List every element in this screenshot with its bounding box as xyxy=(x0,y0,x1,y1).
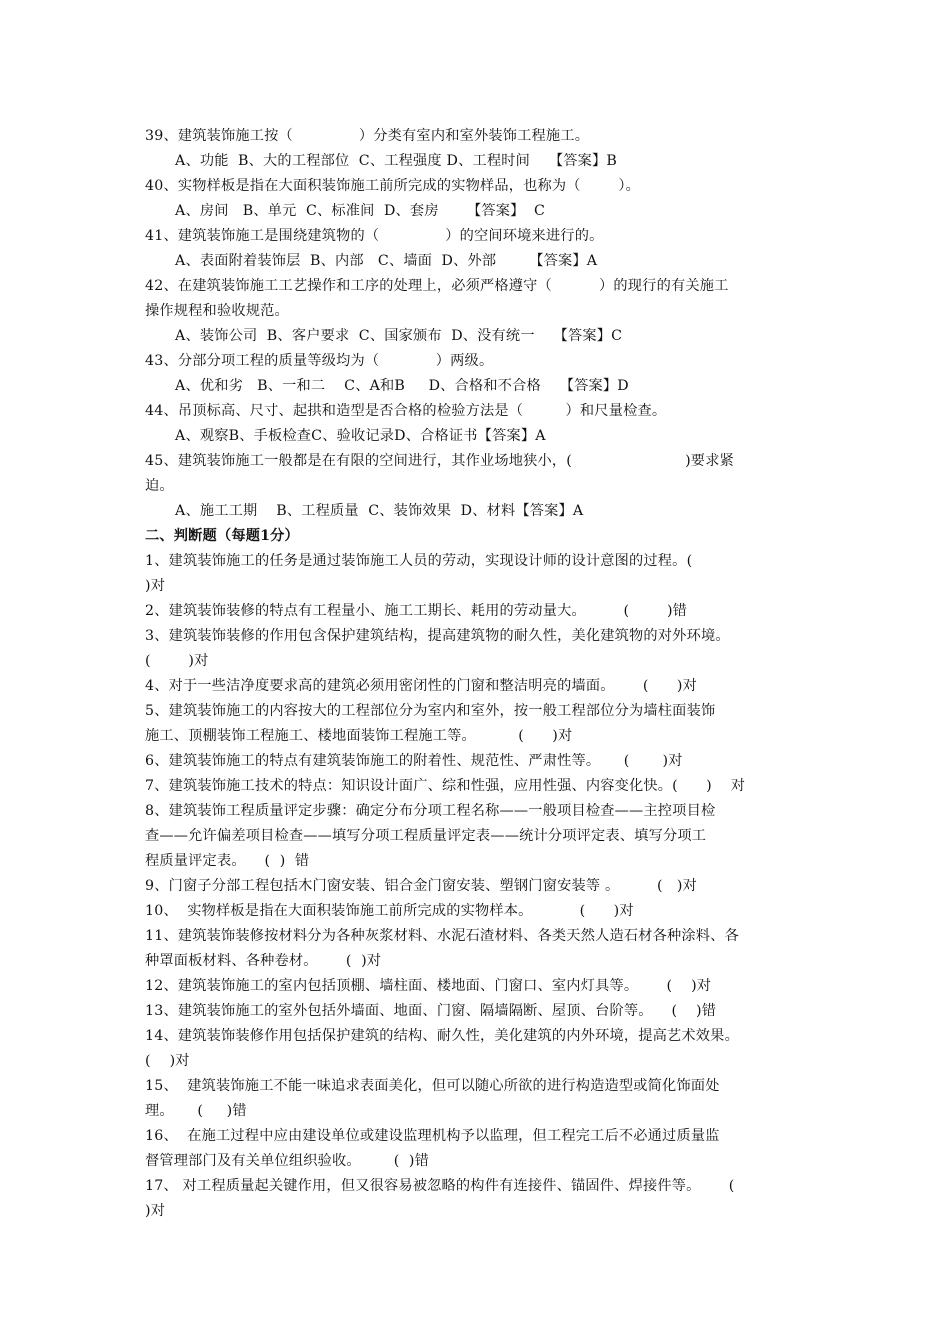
question-40: 40、实物样板是指在大面积装饰施工前所完成的实物样品，也称为（ ）。 xyxy=(145,178,641,194)
tf-line: 4、对于一些洁净度要求高的建筑必须用密闭性的门窗和整洁明亮的墙面。 ( )对 xyxy=(145,678,698,694)
tf-line: 1、建筑装饰施工的任务是通过装饰施工人员的劳动，实现设计师的设计意图的过程。( xyxy=(145,553,693,569)
tf-line: 6、建筑装饰施工的特点有建筑装饰施工的附着性、规范性、严肃性等。 ( )对 xyxy=(145,753,683,769)
tf-line: ( )对 xyxy=(145,1053,190,1069)
tf-line: 5、建筑装饰施工的内容按大的工程部位分为室内和室外，按一般工程部位分为墙柱面装饰 xyxy=(145,703,716,719)
tf-line: 7、建筑装饰施工技术的特点：知识设计面广、综和性强，应用性强、内容变化快。( ) 对 xyxy=(145,778,746,794)
tf-line: 理。 ( )错 xyxy=(145,1103,247,1119)
tf-line: 种罩面板材料、各种卷材。 ( )对 xyxy=(145,953,382,969)
tf-line: 11、建筑装饰装修按材料分为各种灰浆材料、水泥石渣材料、各类天然人造石材各种涂料、各 xyxy=(145,928,739,944)
tf-line: )对 xyxy=(145,578,166,594)
question-43: 43、分部分项工程的质量等级均为（ ）两级。 xyxy=(145,353,494,369)
question-44-options: A、观察B、手板检查C、验收记录D、合格证书【答案】A xyxy=(175,428,546,444)
question-45-line2: 迫。 xyxy=(145,478,174,494)
tf-line: 8、建筑装饰工程质量评定步骤：确定分布分项工程名称——一般项目检查——主控项目检 xyxy=(145,803,716,819)
tf-line: 15、 建筑装饰施工不能一味追求表面美化，但可以随心所欲的进行构造造型或简化饰面处 xyxy=(145,1078,720,1094)
question-42-options: A、装饰公司 B、客户要求 C、国家颁布 D、没有统一 【答案】C xyxy=(175,328,623,344)
question-41-options: A、表面附着装饰层 B、内部 C、墙面 D、外部 【答案】A xyxy=(175,253,598,269)
question-43-options: A、优和劣 B、一和二 C、A和B D、合格和不合格 【答案】D xyxy=(175,378,629,394)
tf-line: 10、 实物样板是指在大面积装饰施工前所完成的实物样本。 ( )对 xyxy=(145,903,634,919)
tf-line: ( )对 xyxy=(145,653,209,669)
tf-line: 程质量评定表。 ( ) 错 xyxy=(145,853,310,869)
section-heading: 二、判断题（每题1分） xyxy=(145,528,299,544)
tf-line: 9、门窗子分部工程包括木门窗安装、铝合金门窗安装、塑钢门窗安装等 。 ( )对 xyxy=(145,878,698,894)
question-45-options: A、施工工期 B、工程质量 C、装饰效果 D、材料【答案】A xyxy=(175,503,584,519)
tf-line: 督管理部门及有关单位组织验收。 ( )错 xyxy=(145,1153,430,1169)
tf-line: 17、 对工程质量起关键作用，但又很容易被忽略的构件有连接件、锚固件、焊接件等。 ( xyxy=(145,1178,735,1194)
tf-line: 施工、顶棚装饰工程施工、楼地面装饰工程施工等。 ( )对 xyxy=(145,728,573,744)
question-42-line1: 42、在建筑装饰施工工艺操作和工序的处理上，必须严格遵守（ ）的现行的有关施工 xyxy=(145,278,729,294)
question-39-options: A、功能 B、大的工程部位 C、工程强度 D、工程时间 【答案】B xyxy=(175,153,618,169)
tf-line: 16、 在施工过程中应由建设单位或建设监理机构予以监理，但工程完工后不必通过质量监 xyxy=(145,1128,720,1144)
question-45-line1: 45、建筑装饰施工一般都是在有限的空间进行，其作业场地狭小，( )要求紧 xyxy=(145,453,734,469)
tf-line: )对 xyxy=(145,1203,166,1219)
tf-line: 12、建筑装饰施工的室内包括顶棚、墙柱面、楼地面、门窗口、室内灯具等。 ( )对 xyxy=(145,978,712,994)
question-39: 39、建筑装饰施工按（ ）分类有室内和室外装饰工程施工。 xyxy=(145,128,590,144)
tf-line: 3、建筑装饰装修的作用包含保护建筑结构，提高建筑物的耐久性，美化建筑物的对外环境。 xyxy=(145,628,730,644)
question-42-line2: 操作规程和验收规范。 xyxy=(145,303,289,319)
tf-line: 13、建筑装饰施工的室外包括外墙面、地面、门窗、隔墙隔断、屋顶、台阶等。 ( )错 xyxy=(145,1003,717,1019)
question-40-options: A、房间 B、单元 C、标准间 D、套房 【答案】 C xyxy=(175,203,545,219)
tf-line: 查——允许偏差项目检查——填写分项工程质量评定表——统计分项评定表、填写分项工 xyxy=(145,828,707,844)
question-41: 41、建筑装饰施工是围绕建筑物的（ ）的空间环境来进行的。 xyxy=(145,228,604,244)
tf-line: 2、建筑装饰装修的特点有工程量小、施工工期长、耗用的劳动量大。 ( )错 xyxy=(145,603,688,619)
tf-line: 14、建筑装饰装修作用包括保护建筑的结构、耐久性，美化建筑的内外环境，提高艺术效果。 xyxy=(145,1028,739,1044)
question-44: 44、吊顶标高、尺寸、起拱和造型是否合格的检验方法是（ ）和尺量检查。 xyxy=(145,403,667,419)
